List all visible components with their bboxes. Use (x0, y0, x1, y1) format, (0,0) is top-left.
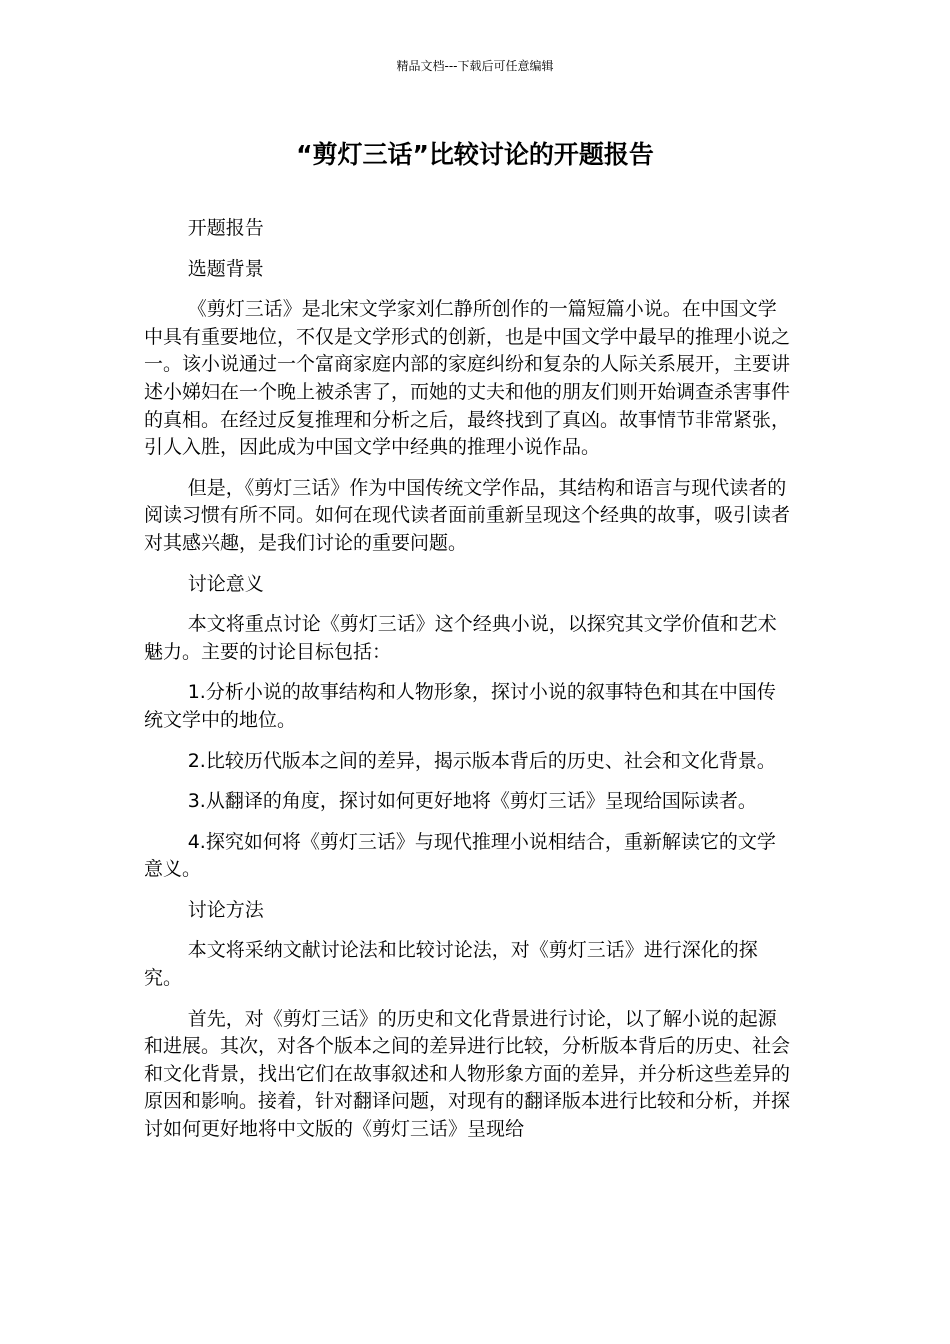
list-item-goal-3: 3.从翻译的角度，探讨如何更好地将《剪灯三话》呈现给国际读者。 (187, 790, 757, 813)
list-item-goal-2: 2.比较历代版本之间的差异，揭示版本背后的历史、社会和文化背景。 (187, 749, 776, 772)
section-heading-proposal: 开题报告 (187, 217, 264, 239)
section-heading-background: 选题背景 (187, 257, 264, 280)
section-heading-method: 讨论方法 (187, 898, 264, 921)
page-header-watermark: 精品文档---下载后可任意编辑 (396, 59, 554, 73)
list-item-goal-1: 1.分析小说的故事结构和人物形象，探讨小说的叙事特色和其在中国传统文学中的地位。 (144, 681, 776, 731)
paragraph-method-intro: 本文将采纳文献讨论法和比较讨论法，对《剪灯三话》进行深化的探究。 (144, 939, 758, 990)
paragraph-background-1: 《剪灯三话》是北宋文学家刘仁静所创作的一篇短篇小说。在中国文学中具有重要地位，不仅是文学形式的创新，也是中国文学中最早的推理小说之一。该小说通过一个富商家庭内部的家庭纠纷和复杂的人际关系展开，主要讲述小娣妇在一个晚上被杀害了，而她的丈夫和他的朋友们则开始调查杀害事件的真相。在经过反复推理和分析之后，最终找到了真凶。故事情节非常紧张，引人入胜，因此成为中国文学中经典的推理小说作品。 (144, 298, 791, 459)
paragraph-method-detail: 首先，对《剪灯三话》的历史和文化背景进行讨论，以了解小说的起源和进展。其次，对各个版本之间的差异进行比较，分析版本背后的历史、社会和文化背景，找出它们在故事叙述和人物形象方面的差异，并分析这些差异的原因和影响。接着，针对翻译问题，对现有的翻译版本进行比较和分析，并探讨如何更好地将中文版的《剪灯三话》呈现给 (144, 1007, 791, 1141)
paragraph-significance-intro: 本文将重点讨论《剪灯三话》这个经典小说，以探究其文学价值和艺术魅力。主要的讨论目标包括： (144, 613, 777, 663)
list-item-goal-4: 4.探究如何将《剪灯三话》与现代推理小说相结合，重新解读它的文学意义。 (144, 830, 776, 881)
document-body (144, 215, 794, 1157)
section-heading-significance: 讨论意义 (187, 572, 264, 595)
paragraph-background-2: 但是，《剪灯三话》作为中国传统文学作品，其结构和语言与现代读者的阅读习惯有所不同。如何在现代读者面前重新呈现这个经典的故事，吸引读者对其感兴趣，是我们讨论的重要问题。 (144, 476, 791, 554)
document-title: “剪灯三话”比较讨论的开题报告 (296, 140, 654, 169)
